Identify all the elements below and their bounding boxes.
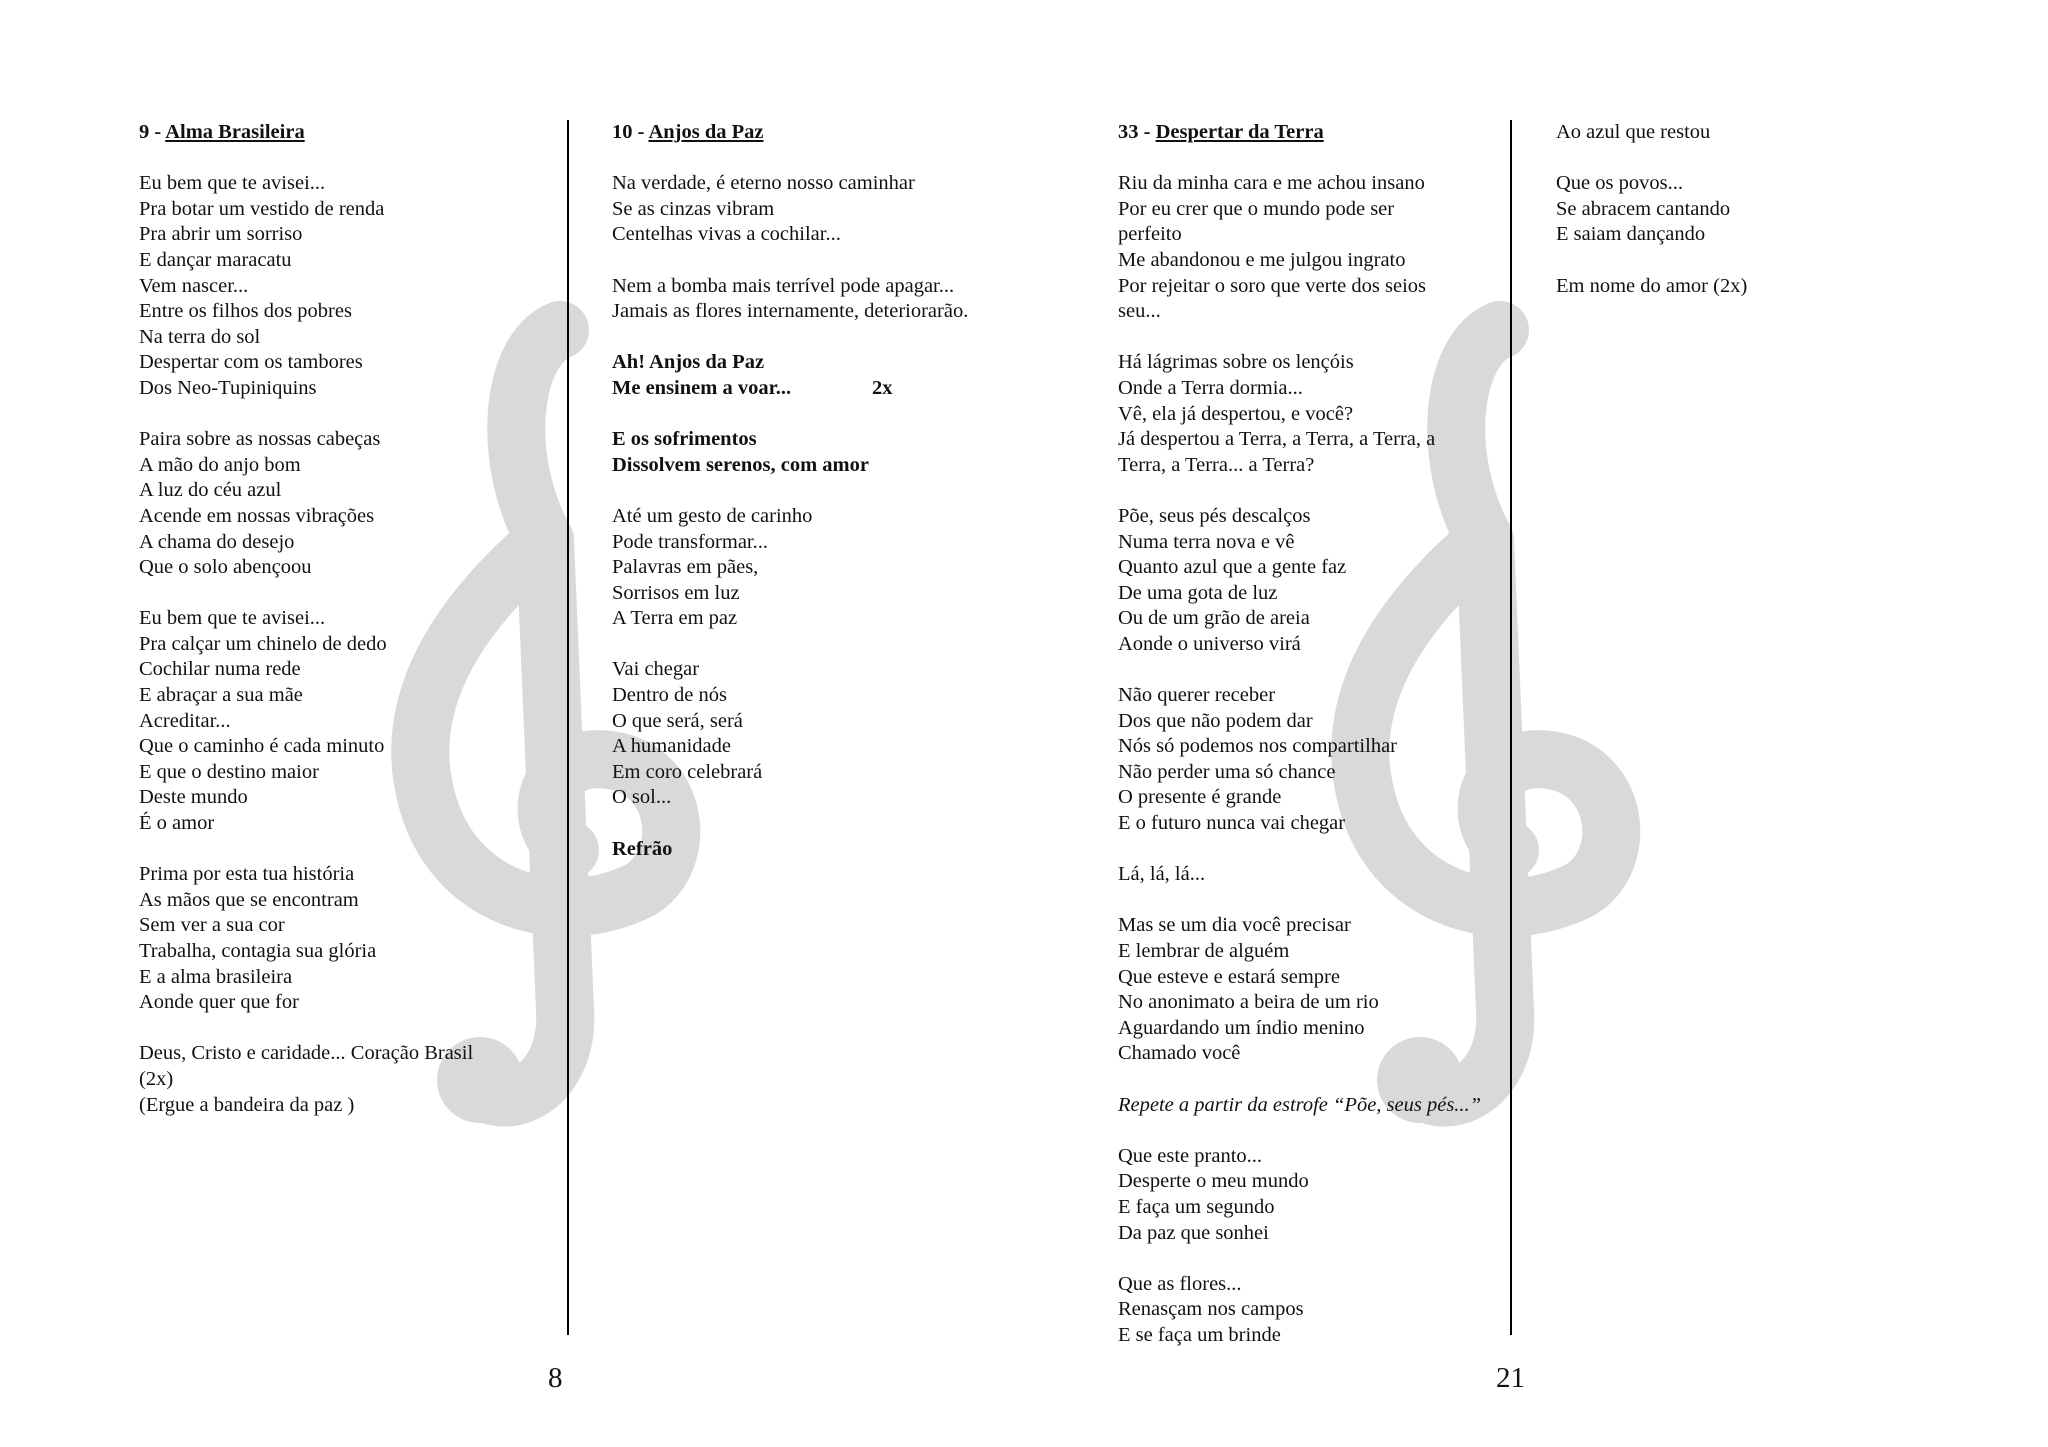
lyric-line: E saiam dançando [1556,223,1706,246]
song-9-column [139,120,549,1118]
lyric-line: Acende em nossas vibrações [139,504,375,527]
song-title-text: Despertar da Terra [1155,121,1324,143]
lyric-line: E lembrar de alguém [1118,940,1290,962]
lyric-line: Pra calçar um chinelo de dedo [139,632,387,655]
lyrics-block [1556,120,1996,299]
lyric-line: Trabalha, contagia sua glória [139,940,377,962]
chorus-line: Ah! Anjos da Paz [612,351,765,374]
song-10-column [612,120,1052,862]
chorus-line: Dissolvem serenos, com amor [612,453,869,476]
lyric-line: A humanidade [612,735,731,758]
lyric-line: Cochilar numa rede [139,658,301,681]
lyric-line: Até um gesto de carinho [612,504,813,527]
lyric-line: Pra abrir um sorriso [139,223,303,246]
lyrics-block [612,504,1052,811]
lyric-line: Aonde quer que for [139,991,299,1014]
lyric-line: Centelhas vivas a cochilar... [612,223,841,246]
lyric-line: Despertar com os tambores [139,351,363,374]
lyric-line: Dos que não podem dar [1118,709,1313,732]
lyric-line: Que este pranto... [1118,1144,1263,1167]
lyric-line: Quanto azul que a gente faz [1118,556,1347,579]
lyric-line: A Terra em paz [612,607,738,630]
lyric-line: Acreditar... [139,709,231,732]
lyric-line: Nem a bomba mais terrível pode apagar... [612,274,955,297]
lyric-line: E que o destino maior [139,760,319,783]
lyric-line: Ou de um grão de areia [1118,607,1310,630]
lyric-line: Em coro celebrará [612,760,763,783]
chorus-line: E os sofrimentos [612,428,757,451]
stanza-break [1556,248,1996,274]
stanza-break [1118,478,1518,504]
lyric-line: Não querer receber [1118,684,1276,707]
lyric-line: Que as flores... [1118,1272,1242,1295]
lyric-line: Põe, seus pés descalços [1118,504,1311,527]
stanza-break [612,632,1052,658]
lyric-line: Me abandonou e me julgou ingrato [1118,248,1406,271]
stanza-break [139,1016,549,1042]
song-title [139,120,549,146]
lyric-line: Sem ver a sua cor [139,914,285,937]
lyric-line: Não perder uma só chance [1118,760,1336,783]
lyric-line: Prima por esta tua história [139,863,355,886]
lyric-line: Pode transformar... [612,530,768,553]
lyric-line: Riu da minha cara e me achou insano [1118,172,1425,195]
stanza-break [1556,146,1996,172]
lyric-line: Na verdade, é eterno nosso caminhar [612,172,915,195]
lyric-line: O presente é grande [1118,786,1282,809]
lyric-line: Entre os filhos dos pobres [139,300,352,323]
stanza-break [1118,888,1518,914]
lyric-line: A mão do anjo bom [139,453,301,476]
lyric-line: Desperte o meu mundo [1118,1170,1309,1193]
lyric-line: Se as cinzas vibram [612,197,775,220]
lyric-line: E o futuro nunca vai chegar [1118,812,1346,835]
lyric-line: Vê, ela já despertou, e você? [1118,402,1354,425]
lyric-line: As mãos que se encontram [139,888,359,911]
song-title [612,120,1052,146]
song-33-continuation-column [1556,120,1996,299]
lyric-line: Que os povos... [1556,172,1683,195]
lyric-line: Da paz que sonhei [1118,1221,1269,1244]
lyric-line: Pra botar um vestido de renda [139,197,385,220]
lyric-line: No anonimato a beira de um rio [1118,991,1379,1014]
stanza-break [1118,837,1518,863]
song-number: 9 - [139,121,166,143]
lyric-line: Nós só podemos nos compartilhar [1118,735,1397,758]
lyric-line: A luz do céu azul [139,479,282,502]
page-number-left: 8 [548,1362,563,1394]
lyric-line: A chama do desejo [139,530,295,553]
lyric-line: E dançar maracatu [139,248,292,271]
stanza-break [139,581,549,607]
song-number: 10 - [612,121,649,143]
chorus-text: Me ensinem a voar... [612,376,792,399]
lyric-line: Que o caminho é cada minuto [139,735,385,758]
lyric-line: Na terra do sol [139,325,261,348]
lyric-line: Onde a Terra dormia... [1118,376,1303,399]
column-divider [1510,120,1512,1335]
lyric-line: Se abracem cantando [1556,197,1731,220]
lyric-line: Paira sobre as nossas cabeças [139,428,381,451]
chorus-line [612,376,1052,402]
lyric-line: E faça um segundo [1118,1195,1275,1218]
lyrics-block [139,171,549,1118]
lyric-line: É o amor [139,812,215,835]
lyric-line: Eu bem que te avisei... [139,607,326,630]
lyric-line: Dentro de nós [612,684,728,707]
lyrics-block [1118,1144,1518,1349]
lyric-line: Deste mundo [139,786,248,809]
lyric-line: (Ergue a bandeira da paz ) [139,1093,355,1116]
lyric-line: Deus, Cristo e caridade... Coração Brasil [139,1042,474,1065]
stanza-break [1118,657,1518,683]
lyric-line: O que será, será [612,709,743,732]
stanza-break [1118,1246,1518,1272]
lyric-line: Palavras em pães, [612,556,759,579]
lyrics-block [1118,171,1518,1067]
lyric-line: E abraçar a sua mãe [139,684,303,707]
lyric-line: Por eu crer que o mundo pode ser [1118,197,1395,220]
lyric-line: O sol... [612,786,672,809]
lyric-line: Aonde o universo virá [1118,632,1301,655]
lyric-line: perfeito [1118,223,1182,246]
lyric-line: Terra, a Terra... a Terra? [1118,453,1315,476]
page-number-right: 21 [1496,1362,1525,1394]
lyric-line: seu... [1118,300,1161,323]
lyrics-block [612,171,1052,325]
lyric-line: Dos Neo-Tupiniquins [139,376,317,399]
lyric-line: E se faça um brinde [1118,1323,1281,1346]
lyric-line: Chamado você [1118,1042,1241,1065]
lyric-line: Jamais as flores internamente, deteriorarão. [612,300,969,323]
repeat-note: Repete a partir da estrofe “Põe, seus pés...” [1118,1093,1482,1116]
stanza-break [1118,325,1518,351]
song-title-text: Anjos da Paz [648,121,764,143]
lyric-line: Em nome do amor (2x) [1556,274,1748,297]
lyric-line: Mas se um dia você precisar [1118,914,1351,937]
song-number: 33 - [1118,121,1156,143]
stanza-break [139,402,549,428]
song-title-text: Alma Brasileira [165,121,305,143]
lyric-line: Renasçam nos campos [1118,1298,1304,1321]
lyric-line: Há lágrimas sobre os lençóis [1118,351,1354,374]
song-33-column [1118,120,1518,1349]
stanza-break [139,837,549,863]
lyric-line: Já despertou a Terra, a Terra, a Terra, a [1118,428,1436,451]
lyric-line: E a alma brasileira [139,965,293,988]
lyric-line: Vem nascer... [139,274,249,297]
lyric-line: Por rejeitar o soro que verte dos seios [1118,274,1426,297]
lyric-line: Lá, lá, lá... [1118,863,1206,886]
refrain-label: Refrão [612,837,673,860]
lyric-line: Numa terra nova e vê [1118,530,1295,553]
lyric-line: Eu bem que te avisei... [139,172,326,195]
repeat-marker: 2x [872,376,893,399]
stanza-break [612,248,1052,274]
lyric-line: Ao azul que restou [1556,121,1711,143]
lyric-line: De uma gota de luz [1118,581,1278,604]
lyric-line: Sorrisos em luz [612,581,740,604]
lyric-line: Vai chegar [612,658,700,681]
lyric-line: (2x) [139,1067,174,1090]
song-title [1118,120,1518,146]
lyric-line: Que o solo abençoou [139,556,312,579]
lyric-line: Que esteve e estará sempre [1118,965,1340,988]
lyric-line: Aguardando um índio menino [1118,1016,1365,1039]
column-divider [567,120,569,1335]
